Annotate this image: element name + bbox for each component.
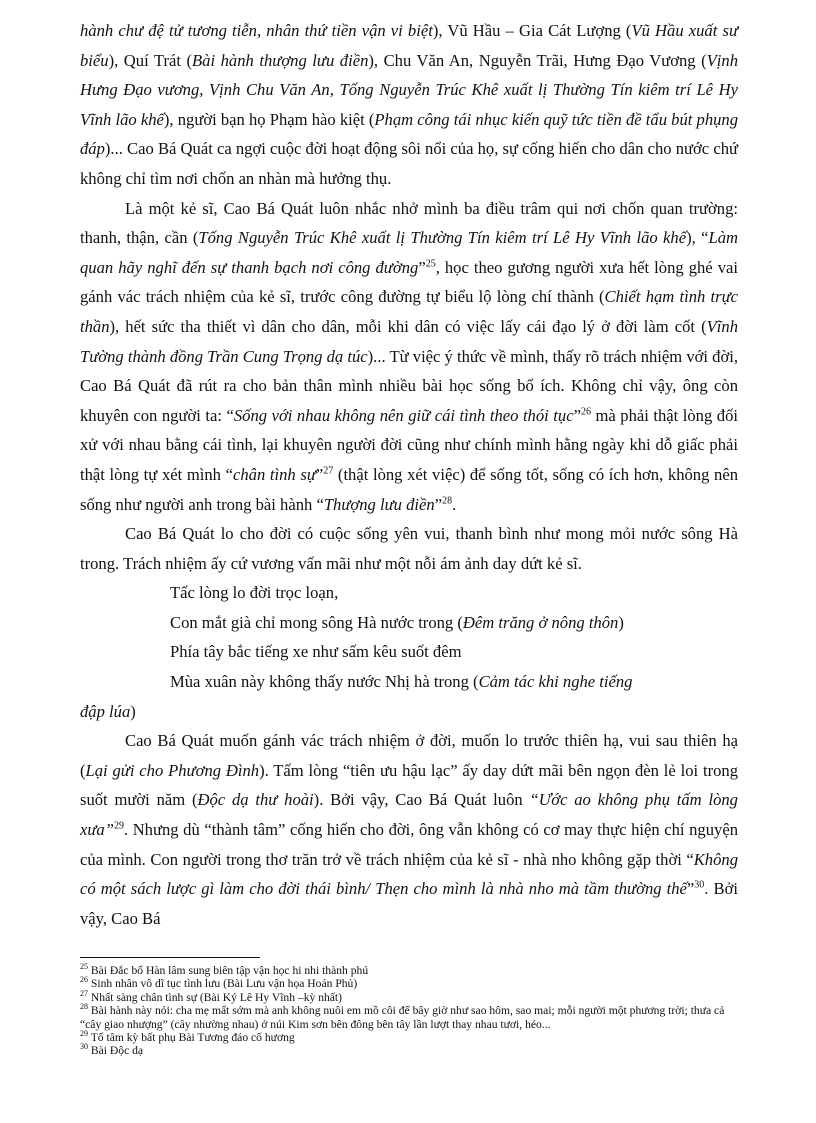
text-run: (thật lòng xét việc) để sống tốt, sống có ích hơn, không nên sống như người anh trong bài hành “ xyxy=(80,464,738,514)
work-title: đập lúa xyxy=(80,701,131,721)
text-run: ). Tấm lòng “tiên ưu hậu lạc” ấy day dứt mãi bên ngọn đèn lẻ loi trong suốt mười năm ( xyxy=(80,760,738,810)
text-run: ). Bởi vậy, Cao Bá Quát luôn xyxy=(313,790,530,810)
footnote-number: 25 xyxy=(80,962,88,972)
text-run: Là một kẻ sĩ, Cao Bá Quát luôn nhắc nhở mình ba điều trâm qui nơi chốn quan trường: thanh, thận, cần ( xyxy=(80,198,738,248)
work-title: Vĩnh Tường thành đồng Trần Cung Trọng dạ túc xyxy=(80,316,738,366)
footnote xyxy=(80,1031,740,1044)
footnote-text: Bài hành này nói: cha mẹ mất sớm mà anh không nuôi em mồ côi để bây giờ như sao hôm, sao mai; mỗi người một phương trời; thưa cả “cây giao nhượng” (cây nhường nhau) ở núi Kim sơn bên đông bên tây lần lượt thay nhau tươi, héo... xyxy=(80,1004,725,1031)
work-title: Thượng lưu điền xyxy=(323,494,435,514)
poem-line xyxy=(80,608,738,638)
work-title: Đêm trăng ở nông thôn xyxy=(462,612,619,632)
quote: “Ước ao không phụ tấm lòng xưa” xyxy=(80,790,738,840)
text-run: ), “ xyxy=(686,228,709,248)
text-run: )... Từ việc ý thức về mình, thấy rõ trách nhiệm với đời, Cao Bá Quát đã rút ra cho bản thân mình nhiều bài học sống bổ ích. Không chỉ vậy, ông còn khuyên con người ta: “ xyxy=(80,346,738,425)
text-run: ” xyxy=(418,257,426,277)
footnote-text: Nhất sàng chân tình sự (Bài Ký Lê Hy Vĩnh –kỳ nhất) xyxy=(90,990,343,1004)
quote: chân tình sự xyxy=(233,464,316,484)
footnote-text: Bài Độc dạ xyxy=(90,1044,144,1058)
text-run: Cao Bá Quát muốn gánh vác trách nhiệm ở đời, muốn lo trước thiên hạ, vui sau thiên hạ ( xyxy=(80,731,738,780)
footnote-ref-27[interactable]: 27 xyxy=(323,465,334,477)
work-title: Vũ Hầu xuất sư biểu xyxy=(80,21,738,70)
work-title: hành chư đệ tử tương tiễn, nhân thứ tiền vận vi biệt xyxy=(80,21,433,40)
work-title: Chiết hạm tình trực thần xyxy=(80,287,738,336)
text-run: . Bởi vậy, Cao Bá xyxy=(80,879,738,928)
footnote xyxy=(80,977,740,990)
text-run: ” xyxy=(434,494,443,514)
text-run: ), Chu Văn An, Nguyễn Trãi, Hưng Đạo Vương ( xyxy=(368,50,707,70)
work-title: Cảm tác khi nghe tiếng xyxy=(478,672,633,692)
text-run: ), người bạn họ Phạm hào kiệt ( xyxy=(163,109,375,129)
poem-line: Tấc lòng lo đời trọc loạn, xyxy=(170,583,339,603)
footnote-text: Bài Đắc bổ Hàn lâm sung biên tập vận học hi nhi thành phú xyxy=(90,964,369,977)
footnote xyxy=(80,988,740,1004)
quote: Sống với nhau không nên giữ cái tình theo thói tục xyxy=(233,405,574,425)
footnote-ref-26[interactable]: 26 xyxy=(580,406,591,418)
text-run: Con mắt già chỉ mong sông Hà nước trong ( xyxy=(170,612,463,632)
quote: Làm quan hãy nghĩ đến sự thanh bạch nơi công đường xyxy=(80,228,738,277)
footnote-number: 26 xyxy=(80,975,88,985)
text-run: ” xyxy=(686,879,695,899)
paragraph-1 xyxy=(80,16,738,194)
work-title: Phạm công tái nhục kiến quỹ tức tiền đề tẩu bút phụng đáp xyxy=(80,109,739,159)
text-run: ” xyxy=(315,464,324,484)
footnote-ref-28[interactable]: 28 xyxy=(442,494,453,506)
poem-line xyxy=(80,667,738,697)
text-run: ) xyxy=(130,701,136,721)
text-run: ), Quí Trát ( xyxy=(108,50,193,70)
work-title: Lại gửi cho Phương Đình xyxy=(85,760,260,780)
footnote-number: 27 xyxy=(80,988,88,998)
text-run: ), Vũ Hầu – Gia Cát Lượng ( xyxy=(432,21,632,40)
work-title: Bài hành thượng lưu điền xyxy=(192,50,369,70)
text-run: Mùa xuân này không thấy nước Nhị hà trong ( xyxy=(170,672,479,692)
work-title: Tống Nguyễn Trúc Khê xuất lị Thường Tín kiêm trí Lê Hy Vĩnh lão khế xyxy=(198,228,687,248)
paragraph-4 xyxy=(80,726,738,933)
text-run: , học theo gương người xưa hết lòng ghé vai gánh vác trách nhiệm của kẻ sĩ, trước công đường tự biểu lộ lòng chí thành ( xyxy=(80,257,738,307)
text-run: ) xyxy=(618,612,624,632)
footnote-ref-25[interactable]: 25 xyxy=(425,258,436,270)
footnote-text: Sinh nhân vô dĩ tục tình lưu (Bài Lưu vận họa Hoán Phủ) xyxy=(90,977,358,991)
quote: Không có một sách lược gì làm cho đời thái bình/ Thẹn cho mình là nhà nho mà tầm thường thế xyxy=(80,849,738,899)
body-text xyxy=(80,16,738,933)
work-title: Vịnh Hưng Đạo vương, Vịnh Chu Văn An, Tống Nguyễn Trúc Khê xuất lị Thường Tín kiêm trí Lê Hy Vĩnh lão khế xyxy=(80,50,738,129)
footnote-separator xyxy=(80,957,260,958)
footnote-text: Tố tâm kỳ bất phụ Bài Tương đáo cố hương xyxy=(90,1031,295,1045)
text-run: mà phải thật lòng đối xử với nhau bằng cái tình, lại khuyên người đời cũng như chính mình hằng ngày khi dỗ giấc phải thật lòng tự xét mình “ xyxy=(80,405,739,484)
text-run: Cao Bá Quát lo cho đời có cuộc sống yên vui, thanh bình như mong mỏi nước sông Hà trong. Trách nhiệm ấy cứ vương vấn mãi như một nỗi ám ảnh day dứt kẻ sĩ. xyxy=(80,524,738,573)
footnote xyxy=(80,1044,740,1057)
text-run: ), hết sức tha thiết vì dân cho dân, mỗi khi dân có việc lấy cái đạo lý ở đời làm cốt ( xyxy=(109,316,707,336)
poem-quote xyxy=(80,578,738,726)
footnotes xyxy=(80,964,740,1058)
poem-line-continuation xyxy=(80,697,738,727)
footnote-ref-29[interactable]: 29 xyxy=(113,820,124,832)
work-title: Độc dạ thư hoài xyxy=(197,790,314,810)
text-run: . Nhưng dù “thành tâm” cống hiến cho đời, ông vẫn không có cơ may thực hiện chí nguyện của mình. Con người trong thơ trăn trở về trách nhiệm của kẻ sĩ - nhà nho không gặp thời “ xyxy=(80,820,738,869)
footnote xyxy=(80,964,740,977)
footnote-number: 29 xyxy=(80,1029,88,1039)
footnote-number: 30 xyxy=(80,1042,88,1052)
paragraph-2 xyxy=(80,194,738,520)
paragraph-3 xyxy=(80,519,738,578)
footnote-number: 28 xyxy=(80,1002,88,1012)
text-run: )... Cao Bá Quát ca ngợi cuộc đời hoạt động sôi nổi của họ, sự cống hiến cho dân cho nước chứ không chỉ tìm nơi chốn an nhàn mà hưởng thụ. xyxy=(80,139,738,188)
text-run: ” xyxy=(573,405,581,425)
text-run: . xyxy=(452,494,457,514)
poem-line: Phía tây bắc tiếng xe như sấm kêu suốt đêm xyxy=(170,642,462,662)
footnote-ref-30[interactable]: 30 xyxy=(694,879,705,891)
footnote xyxy=(80,1004,740,1031)
